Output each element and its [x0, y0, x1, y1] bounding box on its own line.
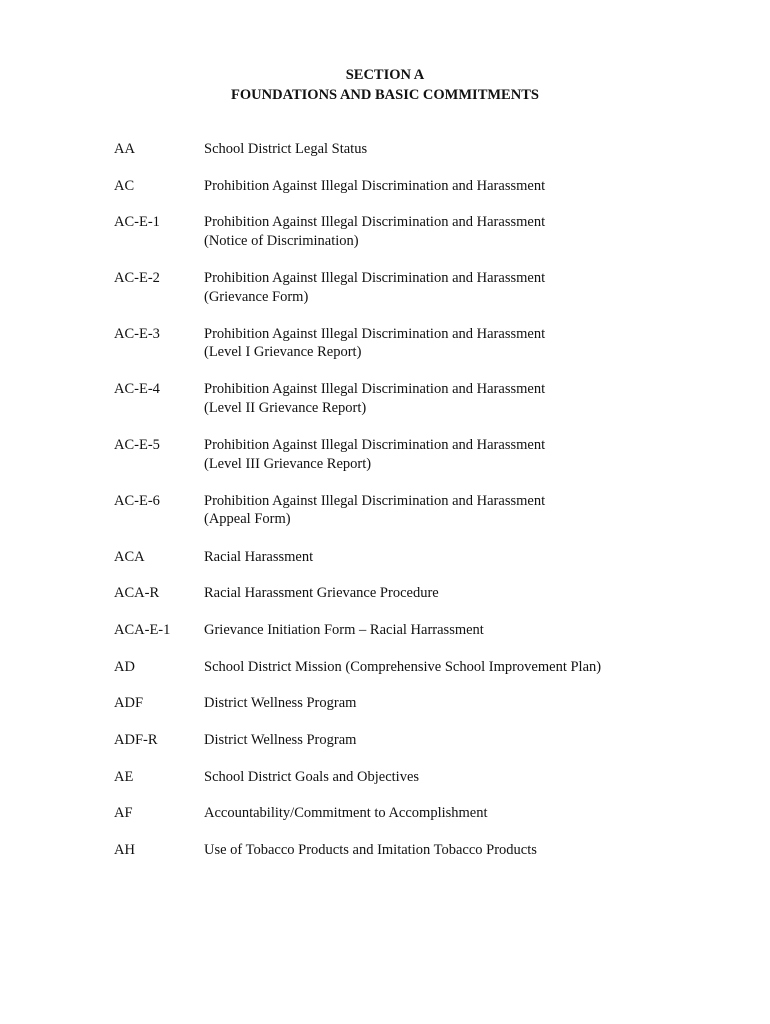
policy-code: AA: [114, 141, 135, 157]
policy-subtitle: (Appeal Form): [204, 511, 291, 528]
policy-code: AC-E-5: [114, 437, 160, 454]
policy-code: AC-E-1: [114, 214, 160, 231]
list-item: [114, 584, 734, 602]
policy-code: AF: [114, 805, 133, 822]
policy-title: [204, 436, 734, 473]
policy-title-text: School District Legal Status: [204, 141, 368, 157]
policy-title: [204, 269, 734, 306]
policy-code: ADF-R: [114, 731, 158, 748]
list-item: [114, 658, 734, 676]
list-item: [114, 621, 734, 639]
policy-title-text: Prohibition Against Illegal Discrimination and Harassment: [204, 437, 546, 454]
list-item: [114, 804, 734, 822]
policy-title-text: Accountability/Commitment to Accomplishment: [204, 805, 488, 822]
policy-title-text: School District Goals and Objectives: [204, 768, 420, 785]
policy-title: [204, 548, 734, 567]
policy-title-text: School District Mission (Comprehensive School Improvement Plan): [204, 658, 602, 675]
policy-title-text: Prohibition Against Illegal Discrimination and Harassment: [204, 270, 546, 287]
list-item: [114, 548, 734, 566]
policy-title-text: District Wellness Program: [204, 695, 357, 712]
policy-index-list: [114, 140, 734, 878]
policy-subtitle: (Level II Grievance Report): [204, 400, 367, 417]
policy-code: AC-E-3: [114, 325, 160, 342]
list-item: [114, 694, 734, 712]
list-item: [114, 436, 734, 473]
policy-code: AH: [114, 842, 135, 858]
list-item: [114, 492, 734, 529]
policy-title: [204, 325, 734, 362]
policy-title: [204, 768, 734, 787]
policy-title-text: Racial Harassment Grievance Procedure: [204, 585, 439, 602]
policy-title: [204, 177, 734, 196]
policy-title: [204, 621, 734, 640]
policy-title-text: Prohibition Against Illegal Discrimination and Harassment: [204, 381, 546, 398]
policy-title-text: Prohibition Against Illegal Discrimination and Harassment: [204, 177, 546, 194]
policy-code: ACA-E-1: [114, 621, 171, 638]
list-item: [114, 731, 734, 749]
list-item: [114, 768, 734, 786]
policy-title: [204, 380, 734, 417]
policy-code: AC: [114, 177, 135, 194]
list-item: [114, 325, 734, 362]
policy-title: [204, 731, 734, 750]
policy-title-text: Prohibition Against Illegal Discrimination and Harassment: [204, 492, 546, 509]
policy-title-text: Prohibition Against Illegal Discrimination and Harassment: [204, 325, 546, 342]
policy-code: AC-E-6: [114, 492, 160, 509]
policy-title-text: Use of Tobacco Products and Imitation Tobacco Products: [204, 842, 537, 858]
list-item: [114, 213, 734, 250]
list-item: [114, 841, 734, 859]
policy-title: [204, 694, 734, 713]
policy-title: [204, 584, 734, 603]
policy-code: ACA: [114, 548, 145, 565]
list-item: [114, 269, 734, 306]
policy-code: AD: [114, 658, 135, 675]
policy-title-text: District Wellness Program: [204, 731, 357, 748]
policy-title-text: Racial Harassment: [204, 548, 314, 565]
policy-subtitle: (Grievance Form): [204, 288, 309, 305]
list-item: [114, 380, 734, 417]
section-title: FOUNDATIONS AND BASIC COMMITMENTS: [231, 87, 539, 103]
policy-code: ADF: [114, 695, 144, 712]
policy-code: ACA-R: [114, 585, 160, 602]
policy-title-text: Grievance Initiation Form – Racial Harrassment: [204, 621, 484, 638]
policy-code: AC-E-4: [114, 381, 160, 398]
section-label: SECTION A: [345, 67, 425, 83]
policy-title: [204, 492, 734, 529]
policy-title: [204, 658, 734, 677]
policy-code: AC-E-2: [114, 270, 160, 287]
policy-title: [204, 841, 734, 860]
policy-title: [204, 213, 734, 250]
policy-code: AE: [114, 768, 134, 785]
policy-subtitle: (Notice of Discrimination): [204, 232, 359, 249]
list-item: [114, 140, 734, 158]
policy-title: [204, 804, 734, 823]
policy-subtitle: (Level III Grievance Report): [204, 455, 372, 472]
policy-title-text: Prohibition Against Illegal Discrimination and Harassment: [204, 214, 546, 231]
policy-title: [204, 140, 734, 159]
list-item: [114, 177, 734, 195]
policy-subtitle: (Level I Grievance Report): [204, 344, 362, 361]
